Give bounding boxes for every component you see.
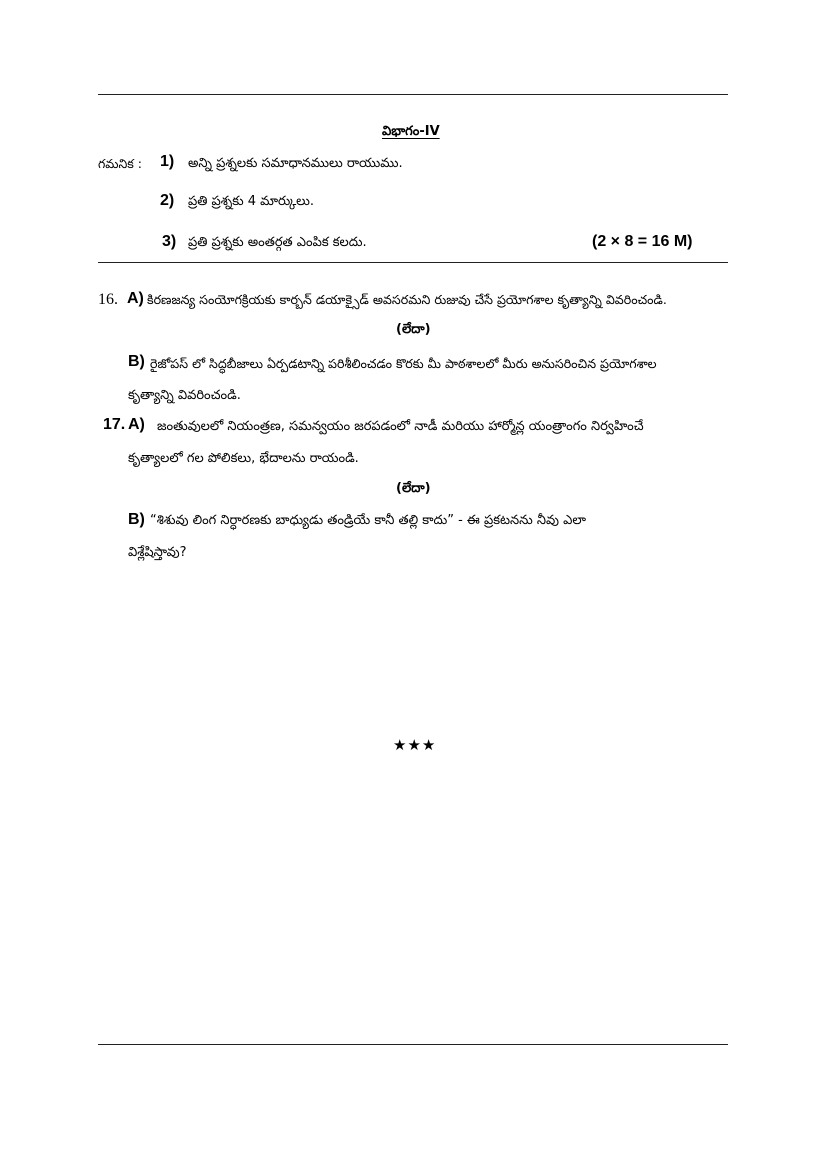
question-17a-text-line2: కృత్యాలలో గల పోలికలు, భేదాలను రాయండి. (128, 451, 359, 466)
question-17-number: 17. (103, 416, 126, 433)
question-16b-label: B) (128, 353, 145, 370)
instruction-2-number: 2) (160, 192, 175, 209)
marks-allocation: (2 × 8 = 16 M) (592, 233, 693, 250)
question-17b-text-line1: “శిశువు లింగ నిర్ధారణకు బాధ్యుడు తండ్రియే కానీ తల్లి కాదు” - ఈ ప్రకటనను నీవు ఎలా (150, 513, 587, 528)
question-17b-label: B) (128, 511, 145, 528)
bottom-rule (98, 1044, 728, 1045)
instructions-rule (98, 262, 728, 263)
question-16-or: (లేదా) (396, 322, 431, 337)
instructions-label: గమనిక : (98, 156, 142, 171)
question-17a-label: A) (128, 416, 145, 433)
question-17b-text-line2: విశ్లేషిస్తావు? (128, 545, 187, 560)
instruction-3-text: ప్రతి ప్రశ్నకు అంతర్గత ఎంపిక కలదు. (188, 235, 367, 250)
question-16b-text-line2: కృత్యాన్ని వివరించండి. (128, 388, 241, 403)
instruction-1-number: 1) (160, 153, 175, 170)
instruction-2-text: ప్రతి ప్రశ్నకు 4 మార్కులు. (188, 194, 314, 209)
question-16b-text-line1: రైజోపస్ లో సిద్ధబీజాలు ఏర్పడటాన్ని పరిశీలించడం కొరకు మీ పాఠశాలలో మీరు అనుసరించిన ప్రయోగశాల (150, 356, 657, 371)
question-16a-label: A) (127, 290, 144, 307)
question-17a-text-line1: జంతువులలో నియంత్రణ, సమన్వయం జరపడంలో నాడీ మరియు హార్మోన్ల యంత్రాంగం నిర్వహించే (157, 419, 644, 434)
instruction-1-text: అన్ని ప్రశ్నలకు సమాధానములు రాయుము. (188, 156, 403, 171)
question-17-or: (లేదా) (396, 481, 431, 496)
question-16a-text: కిరణజన్య సంయోగక్రియకు కార్బన్ డయాక్సైడ్ అవసరమని రుజువు చేసే ప్రయోగశాల కృత్యాన్ని వివరించండి. (147, 292, 667, 307)
section-title: విభాగం-IV (382, 124, 440, 139)
top-rule (98, 94, 728, 95)
instruction-3-number: 3) (162, 233, 177, 250)
end-stars: ★★★ (393, 736, 437, 754)
question-16-number: 16. (98, 291, 118, 308)
